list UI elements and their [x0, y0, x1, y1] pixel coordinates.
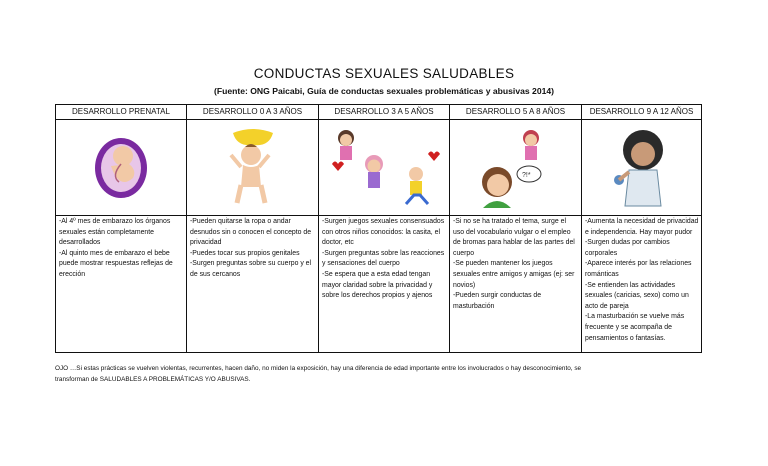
preteen-illustration — [582, 120, 702, 216]
list-item: -Se entienden las actividades sexuales (caricias, sexo) como un acto de pareja — [585, 281, 689, 310]
cell-3-5 — [319, 216, 450, 353]
column-header: DESARROLLO 0 A 3 AÑOS — [187, 105, 319, 120]
list-item: -Se espera que a esta edad tengan mayor claridad sobre la privacidad y sobre los derechos propios y ajenos — [322, 270, 433, 300]
footnote-line-1: OJO …Si estas prácticas se vuelven violentas, recurrentes, hacen daño, no miden la exposición, hay una diferencia de edad importante entre los involucrados o hay desconocimiento, se — [55, 365, 582, 372]
list-item: -Se pueden mantener los juegos sexuales entre amigos y amigas (ej: ser novios) — [453, 260, 575, 289]
list-item: -Surgen dudas por cambios corporales — [585, 239, 670, 257]
list-item: -La masturbación se vuelve más frecuente y se acompaña de pensamientos o fantasías. — [585, 313, 685, 342]
list-item: -Surgen preguntas sobre las reacciones y sensaciones del cuerpo — [322, 249, 445, 268]
image-row — [56, 120, 702, 216]
column-header: DESARROLLO 5 A 8 AÑOS — [450, 105, 582, 120]
list-item: -Puedes tocar sus propios genitales — [190, 249, 300, 257]
list-item: -Si no se ha tratado el tema, surge el uso del vocabulario vulgar o el empleo de bromas para hablar de las partes del cuerpo — [453, 218, 575, 257]
cell-0-3 — [187, 216, 319, 353]
column-header: DESARROLLO 3 A 5 AÑOS — [319, 105, 450, 120]
list-item: -Pueden quitarse la ropa o andar desnudos sin o conocen el concepto de privacidad — [190, 218, 312, 247]
list-item: -Surgen preguntas sobre su cuerpo y el de sus cercanos — [190, 260, 312, 278]
children-playing-illustration — [319, 120, 450, 216]
footnote — [55, 363, 715, 385]
column-header: DESARROLLO PRENATAL — [56, 105, 187, 120]
list-item: -Al quinto mes de embarazo el bebe puede mostrar respuestas reflejas de erección — [59, 249, 173, 278]
toddler-illustration — [187, 120, 319, 216]
cell-9-12 — [582, 216, 702, 353]
list-item: -Aparece interés por las relaciones románticas — [585, 260, 692, 278]
kids-talking-illustration — [450, 120, 582, 216]
list-item: -Al 4º mes de embarazo los órganos sexuales están completamente desarrollados — [59, 218, 171, 247]
list-item: -Surgen juegos sexuales consensuados con otros niños conocidos: la casita, el doctor, etc — [322, 218, 445, 247]
list-item: -Aumenta la necesidad de privacidad e independencia. Hay mayor pudor — [585, 218, 699, 236]
development-table — [55, 104, 702, 353]
list-item: -Pueden surgir conductas de masturbación — [453, 292, 542, 310]
header-row — [56, 105, 702, 120]
svg-text:?!*: ?!* — [521, 172, 531, 179]
cell-5-8 — [450, 216, 582, 353]
page-title: CONDUCTAS SEXUALES SALUDABLES — [253, 66, 515, 81]
cell-prenatal — [56, 216, 187, 353]
fetus-illustration — [56, 120, 187, 216]
footnote-line-2: transforman de SALUDABLES A PROBLEMÁTICAS Y/O ABUSIVAS. — [55, 376, 251, 383]
page-subtitle: (Fuente: ONG Paicabi, Guía de conductas sexuales problemáticas y abusivas 2014) — [213, 86, 555, 96]
column-header: DESARROLLO 9 A 12 AÑOS — [582, 105, 702, 120]
text-row — [56, 216, 702, 353]
